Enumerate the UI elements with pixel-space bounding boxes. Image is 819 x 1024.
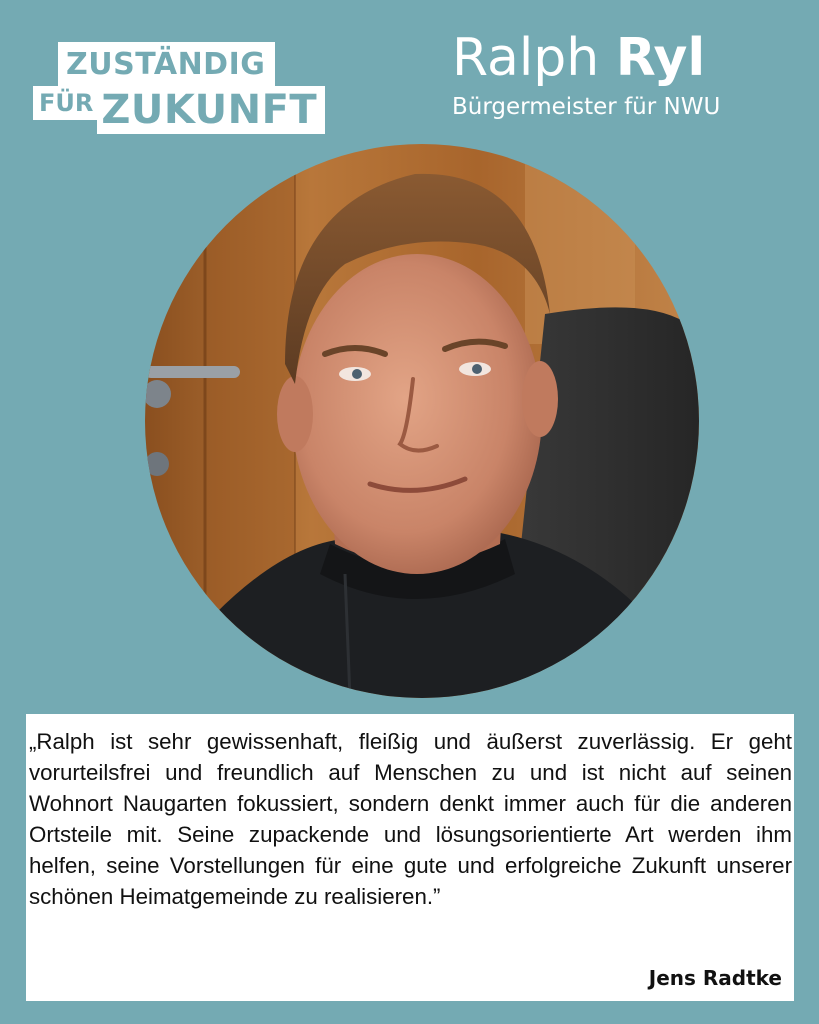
campaign-logo [33, 42, 353, 134]
logo-line-2 [33, 86, 325, 134]
candidate-header [452, 22, 792, 122]
candidate-name [452, 22, 792, 94]
testimonial-text: „Ralph ist sehr gewissenhaft, fleißig und äußerst zuverlässig. Er geht vorurteilsfrei und freundlich auf Menschen zu und ist nicht auf seinen Wohnort Naugarten fokussiert, sondern denkt immer auch für die anderen Ortsteile mit. Seine zupackende und lösungsorientierte Art werden ihm helfen, seine Vorstellungen für eine gute und erfolgreiche Zukunft unserer schönen Heimatgemeinde zu realisieren.” [29, 729, 792, 909]
testimonial-box [26, 714, 794, 1001]
candidate-first-name: Ralph [452, 28, 600, 88]
logo-zukunft-text: ZUKUNFT [97, 86, 325, 134]
testimonial-author: Jens Radtke [648, 966, 782, 990]
candidate-last-name: Ryl [615, 28, 706, 88]
candidate-portrait [145, 144, 699, 698]
candidate-role: Bürgermeister für NWU [452, 94, 721, 120]
logo-fuer-text: FÜR [33, 86, 97, 120]
portrait-image [145, 144, 699, 698]
logo-line-1: ZUSTÄNDIG [58, 42, 275, 88]
